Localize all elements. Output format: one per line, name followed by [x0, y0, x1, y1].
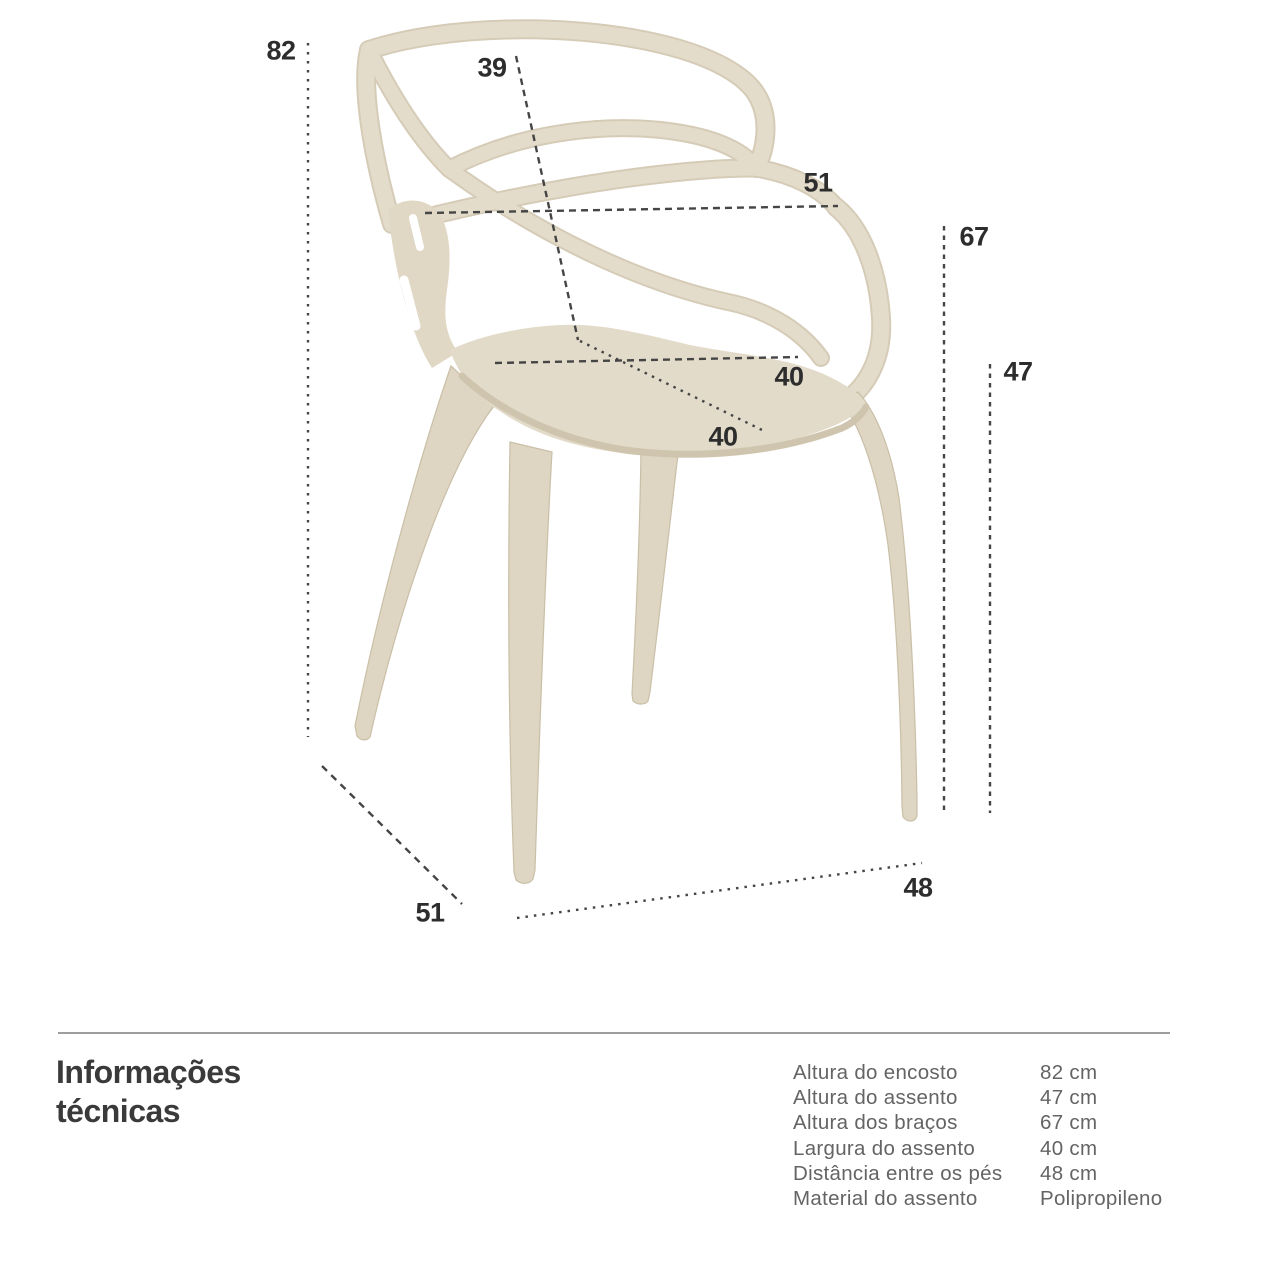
- spec-label: Distância entre os pés: [793, 1161, 1003, 1185]
- spec-row: [793, 1136, 1162, 1161]
- dim-label-feet-distance: 48: [903, 872, 933, 903]
- spec-row: [793, 1111, 1162, 1136]
- spec-label: Altura do encosto: [793, 1060, 958, 1084]
- dim-label-seat-width: 40: [774, 361, 804, 392]
- chair-back-right-leg: [632, 448, 678, 704]
- spec-value: 48 cm: [1040, 1161, 1098, 1185]
- dim-line-overall-depth: [322, 766, 462, 904]
- dim-label-arm-height: 67: [959, 221, 989, 252]
- chair-front-right-leg: [838, 392, 917, 821]
- dim-label-overall-width: 51: [803, 167, 833, 198]
- chair-illustration: [355, 29, 917, 883]
- chair-left-arm: [388, 200, 458, 368]
- dim-line-feet-distance: [517, 863, 922, 918]
- spec-table: [793, 1060, 1162, 1212]
- spec-row: [793, 1060, 1162, 1085]
- spec-value: 67 cm: [1040, 1111, 1098, 1135]
- technical-info-heading-line2: técnicas: [56, 1093, 181, 1129]
- dim-label-overall-depth: 51: [415, 897, 445, 928]
- spec-value: 40 cm: [1040, 1136, 1098, 1160]
- spec-value: 47 cm: [1040, 1085, 1098, 1109]
- spec-value: 82 cm: [1040, 1060, 1098, 1084]
- chair-front-left-leg: [355, 366, 494, 740]
- spec-label: Altura dos braços: [793, 1111, 958, 1135]
- technical-info-heading-line1: Informações: [56, 1054, 241, 1090]
- spec-label: Altura do assento: [793, 1085, 958, 1109]
- spec-row: [793, 1085, 1162, 1110]
- spec-label: Material do assento: [793, 1187, 978, 1211]
- technical-info-heading: [56, 1053, 241, 1131]
- dim-label-back-height: 82: [266, 35, 296, 66]
- chair-back-left-leg: [509, 442, 552, 883]
- dim-label-seat-height: 47: [1003, 356, 1033, 387]
- section-divider: [58, 1032, 1170, 1034]
- dim-label-back-top-width: 39: [477, 52, 507, 83]
- spec-row: [793, 1161, 1162, 1186]
- dim-label-seat-depth: 40: [708, 421, 738, 452]
- spec-label: Largura do assento: [793, 1136, 976, 1160]
- spec-row: [793, 1186, 1162, 1211]
- spec-value: Polipropileno: [1040, 1187, 1163, 1211]
